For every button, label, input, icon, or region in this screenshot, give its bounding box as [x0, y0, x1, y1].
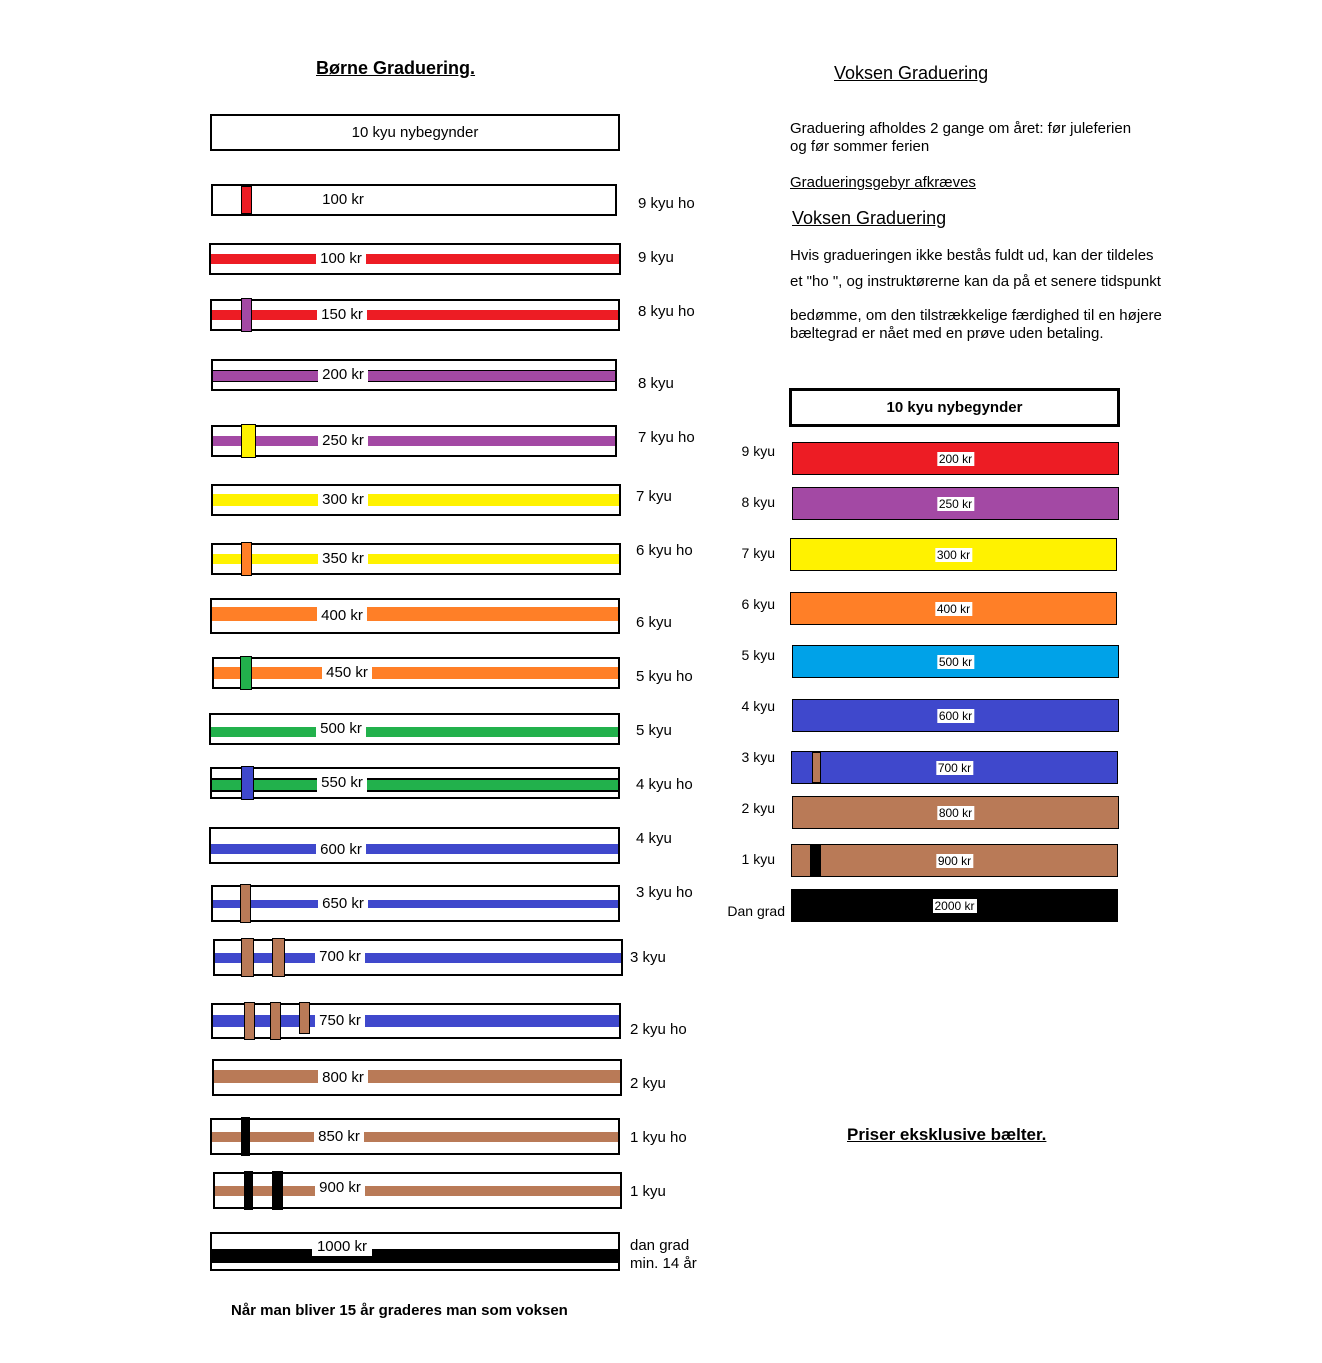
- children-label-2-kyu-ho: 2 kyu ho: [630, 1021, 687, 1038]
- children-belt-4-kyu: 600 kr: [209, 827, 620, 864]
- adults-fee-note: Gradueringsgebyr afkræves: [790, 174, 976, 191]
- adults-belt-7-kyu: 300 kr: [790, 538, 1117, 571]
- children-beginner-belt: 10 kyu nybegynder: [210, 114, 620, 151]
- children-title: Børne Graduering.: [316, 58, 476, 78]
- children-belt-5-kyu: 500 kr: [209, 713, 620, 745]
- children-label-9-kyu: 9 kyu: [638, 249, 674, 266]
- adults-paragraph-line-4: bæltegrad er nået med en prøve uden betaling.: [790, 325, 1104, 342]
- children-label-4-kyu-ho: 4 kyu ho: [636, 776, 693, 793]
- adults-belt-4-kyu: 600 kr: [792, 699, 1119, 732]
- children-label-7-kyu-ho: 7 kyu ho: [638, 429, 695, 446]
- adults-info-line-2: og før sommer ferien: [790, 138, 930, 155]
- adults-label-2-kyu: 2 kyu: [741, 800, 775, 816]
- children-belt-8-kyu-ho: 150 kr: [210, 299, 620, 331]
- adults-label-dan-grad: Dan grad: [727, 903, 785, 919]
- adults-label-5-kyu: 5 kyu: [741, 647, 775, 663]
- children-belt-2-kyu-ho: 750 kr: [211, 1003, 621, 1039]
- children-belt-9-kyu-ho: 100 kr: [211, 184, 617, 216]
- children-label-2-kyu: 2 kyu: [630, 1075, 666, 1092]
- adults-belt-3-kyu: 700 kr: [791, 751, 1118, 784]
- adults-label-8-kyu: 8 kyu: [741, 494, 775, 510]
- adults-belt-2-kyu: 800 kr: [792, 796, 1119, 829]
- adults-info-line-1: Graduering afholdes 2 gange om året: før juleferien: [790, 120, 1132, 137]
- adults-label-9-kyu: 9 kyu: [741, 443, 775, 459]
- children-footer-note: Når man bliver 15 år graderes man som voksen: [231, 1302, 568, 1319]
- children-label-1-kyu: 1 kyu: [630, 1183, 666, 1200]
- adults-title: Voksen Graduering: [834, 63, 989, 83]
- children-label-1-kyu-ho: 1 kyu ho: [630, 1129, 687, 1146]
- children-label-6-kyu: 6 kyu: [636, 614, 672, 631]
- adults-belt-6-kyu: 400 kr: [790, 592, 1117, 625]
- children-belt-3-kyu-ho: 650 kr: [211, 885, 620, 922]
- adults-belt-5-kyu: 500 kr: [792, 645, 1119, 678]
- adults-label-4-kyu: 4 kyu: [741, 698, 775, 714]
- adults-subtitle: Voksen Graduering: [792, 208, 947, 228]
- children-belt-3-kyu: 700 kr: [213, 939, 623, 976]
- children-label-5-kyu: 5 kyu: [636, 722, 672, 739]
- adults-label-3-kyu: 3 kyu: [741, 749, 775, 765]
- adults-paragraph-line-3: bedømme, om den tilstrækkelige færdighed til en højere: [790, 307, 1162, 324]
- children-belt-7-kyu-ho: 250 kr: [211, 425, 617, 457]
- adults-label-6-kyu: 6 kyu: [741, 596, 775, 612]
- adults-beginner-belt: 10 kyu nybegynder: [789, 388, 1120, 427]
- children-label-8-kyu: 8 kyu: [638, 375, 674, 392]
- children-label-7-kyu: 7 kyu: [636, 488, 672, 505]
- adults-label-1-kyu: 1 kyu: [741, 851, 775, 867]
- adults-price-note: Priser eksklusive bælter.: [847, 1125, 1047, 1144]
- adults-belt-dan-grad: 2000 kr: [791, 889, 1118, 922]
- adults-belt-9-kyu: 200 kr: [792, 442, 1119, 475]
- children-label-8-kyu-ho: 8 kyu ho: [638, 303, 695, 320]
- children-label-4-kyu: 4 kyu: [636, 830, 672, 847]
- adults-paragraph-line-1: Hvis gradueringen ikke bestås fuldt ud, kan der tildeles: [790, 247, 1154, 264]
- children-belt-6-kyu-ho: 350 kr: [211, 543, 621, 575]
- children-belt-dan-grad: 1000 kr: [210, 1232, 620, 1271]
- children-label-9-kyu-ho: 9 kyu ho: [638, 195, 695, 212]
- children-belt-9-kyu: 100 kr: [209, 243, 621, 275]
- children-belt-1-kyu-ho: 850 kr: [210, 1118, 620, 1155]
- children-belt-5-kyu-ho: 450 kr: [212, 657, 620, 689]
- children-belt-7-kyu: 300 kr: [211, 484, 621, 516]
- children-label-5-kyu-ho: 5 kyu ho: [636, 668, 693, 685]
- children-belt-1-kyu: 900 kr: [213, 1172, 622, 1209]
- adults-paragraph-line-2: et "ho ", og instruktørerne kan da på et senere tidspunkt: [790, 273, 1161, 290]
- children-belt-8-kyu: 200 kr: [211, 359, 617, 391]
- children-label-3-kyu: 3 kyu: [630, 949, 666, 966]
- adults-belt-1-kyu: 900 kr: [791, 844, 1118, 877]
- children-label-6-kyu-ho: 6 kyu ho: [636, 542, 693, 559]
- children-belt-4-kyu-ho: 550 kr: [210, 767, 620, 799]
- adults-belt-8-kyu: 250 kr: [792, 487, 1119, 520]
- children-belt-6-kyu: 400 kr: [210, 598, 620, 634]
- adults-label-7-kyu: 7 kyu: [741, 545, 775, 561]
- children-belt-2-kyu: 800 kr: [212, 1059, 622, 1096]
- children-label-3-kyu-ho: 3 kyu ho: [636, 884, 693, 901]
- children-label-dan-grad: dan grad min. 14 år: [630, 1237, 697, 1272]
